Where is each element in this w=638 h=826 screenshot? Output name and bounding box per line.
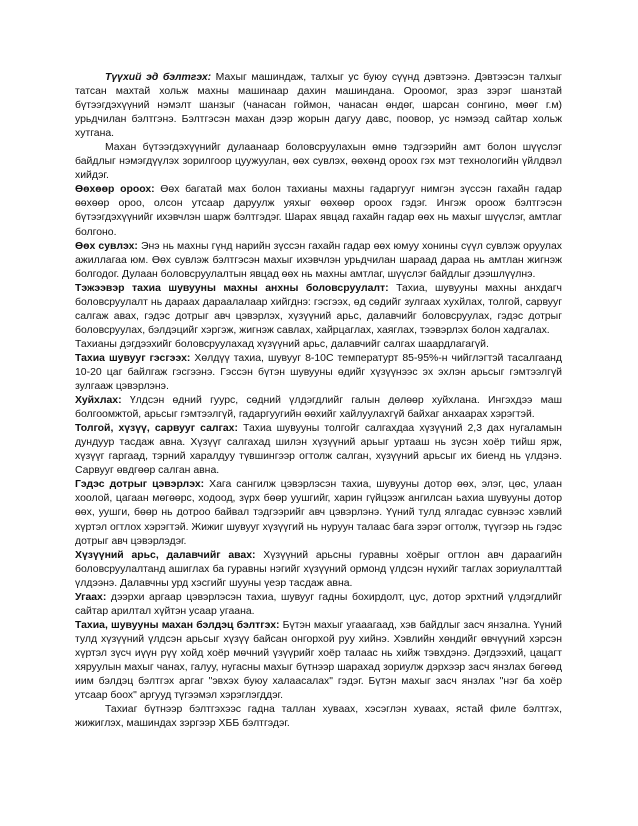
- paragraph: [75, 478, 562, 548]
- paragraph: [75, 141, 562, 183]
- paragraph-heading: Хүзүүний арьс, далавчийг авах:: [75, 549, 256, 561]
- paragraph-text: Тахиа, шувууны махны анхдагч боловсруулалт нь дараах дараалалаар хийгднэ: гэсгээх, өд сөдийг зулгаах хухйлах, толгой, сарвууг салгаж авах, гэдэс дотрыг авч цэвэрлэх, хүзүүний арьс, далавчийг боловсруулах, гэдэс дотрыг боловсруулах, бэлдэцийг хэргэж, жигнэж савлах, хайрцаглах, хаяглах, тээвэрлэх болон хадгалах.: [75, 282, 562, 336]
- paragraph: [75, 240, 562, 282]
- paragraph-heading: Тахиа шувууг гэсгээх:: [75, 352, 191, 364]
- document-page: [75, 71, 562, 731]
- paragraph-text: Хага сангилж цэвэрлэсэн тахиа, шувууны дотор өөх, элэг, цөс, улаан хоолой, цагаан мөгөөрс, ходоод, зүрх бөөр уушгийг, харин гүйцээж ангилсан ьахиа шувууны дотор өөх, уушги, бөөр нь дотроо байвал тэдгээрийг авч цэвэрлэнэ. Үүний тулд ялгадас сувнээс хэвлий хүртэл огтлох хэрэгтэй. Жижиг шувууг хүзүүгий нь нуруун талаас бага зэрэг огтолж, түүгээр нь гэдэс дотрыг авч цэвэрлэдэг.: [75, 479, 562, 547]
- paragraph-heading: Түүхий эд бэлтгэх:: [105, 72, 212, 83]
- paragraph-text: Тахиа шувууны толгойг салгахдаа хүзүүний 2,3 дах нугаламын дундуур тасдаж авна. Хүзүүг салгахад шилэн хүзүүний арьыг уртааш нь зүсэн хоёр тийш ярж, хүзүүг гаргаад, тэрний харалдуу түвшингээр огтолж салган, хүзүүний арьсыг их биенд нь үлдэнэ. Сарвууг өвдгөөр салган авна.: [75, 423, 562, 477]
- paragraph: [75, 703, 562, 731]
- paragraph-text: дээрхи аргаар цэвэрлэсэн тахиа, шувууг гадны бохирдолт, цус, дотор эрхтний үлдэгдлийг сайтар арилтал хүйтэн усаар угаана.: [75, 591, 562, 617]
- paragraph-text: Тахиаг бүтнээр бэлтгэхээс гадна таллан хуваах, хэсэглэн хуваах, ястай филе бэлтгэх, жижиглэх, машиндах зэргээр ХББ бэлтгэдэг.: [75, 704, 562, 730]
- paragraph: [75, 71, 562, 141]
- paragraph: [75, 282, 562, 338]
- paragraph: [75, 591, 562, 619]
- paragraph-heading: Тэжээвэр тахиа шувууны махны анхны боловсруулалт:: [75, 282, 389, 294]
- paragraph: [75, 549, 562, 591]
- paragraph-text: Хүзүүний арьсны гуравны хоёрыг огтлон авч дараагийн боловсруулалтанд ашиглах ба гуравны нэгийг хүзүүний ормонд үлдсэн нүхийг таглах зориулалттай үлдээнэ. Далавчны урд хэсгийг шууны үеэр тасдаж авна.: [75, 549, 562, 589]
- paragraph: [75, 183, 562, 239]
- paragraph: [75, 394, 562, 422]
- paragraph-heading: Толгой, хүзүү, сарвууг салгах:: [75, 423, 238, 435]
- paragraph-heading: Угаах:: [75, 591, 107, 603]
- paragraph: [75, 352, 562, 394]
- paragraph-heading: Тахиа, шувууны махан бэлдэц бэлтгэх:: [75, 619, 280, 631]
- paragraph-text: Тахианы дэгдээхийг боловсруулахад хүзүүний арьс, далавчийг салгах шаардлагагүй.: [75, 338, 489, 350]
- paragraph-text: Бүтэн махыг угааагаад, хэв байдлыг засч янзална. Үүний тулд хүзүүний үлдсэн арьсыг хүзүү байсан онгорхой руу хийнэ. Хэвлийн хөндийг өвчүүний хэрсэн хүртэл зүсч иүүн рүү хойд хоёр мөчний үзүүрийг хоёр талаас нь хийж тэвхдэнэ. Дэгдээхий, цацагт хяруулын махыг чанах, галуу, нугасны махыг бүтнээр шарахад зориулж дэрхээр засч янзлах бөгөөд иим бэлдэц бэлтгэх аргаг "эвхэх буюу халаасалах" гэдэг. Бүтэн махыг засч янзлах "нэг ба хоёр утсаар боох" аргууд түгээмэл хэрэглэгддэг.: [75, 619, 562, 702]
- paragraph-text: Махыг машиндаж, талхыг ус буюу сүүнд дэвтээнэ. Дэвтээсэн талхыг татсан махтай хольж махны машинаар дахин машиндана. Ороомог, зраз зэрэг шанзтай бүтээгдэхүүний нэмэлт шанзыг (чанасан гоймон, чанасан өндөг, шарсан сонгино, мөөг г.м) урьдчилан бэлтгэнэ. Бэлтгэсэн махан дээр жорын дагуу давс, поовор, ус нэмээд сайтар хольж хутгана.: [75, 72, 562, 140]
- paragraph: [75, 422, 562, 478]
- paragraph-text: Үлдсэн өдний гуурс, сөдний үлдэгдлийг галын дөлөөр хуйхлана. Ингэхдээ маш болгоомжтой, арьсыг гэмтээлгүй, гадаргуугийн өөхийг хайлуулахгүй байхаг анхаарах хэрэгтэй.: [75, 395, 562, 421]
- paragraph-heading: Өөх сувлэх:: [75, 240, 138, 252]
- paragraph: [75, 338, 562, 352]
- paragraph-text: Өөх багатай мах болон тахианы махны гадаргууг нимгэн зүссэн гахайн гадар өөхөөр ороо, олсон утсаар даруулж уяхыг өөхөөр ороох гэдэг. Ингэж ороож бэлтгэсэн бүтээгдэхүүнийг ихэвчлэн шарж бэлтгэдэг. Шарах явцад гахайн гадар өөх нь махыг шүүслэг, амтлаг болгоно.: [75, 184, 562, 238]
- paragraph-text: Энэ нь махны гүнд нарийн зүссэн гахайн гадар өөх юмуу хонины сүүл сувлэж оруулах ажиллагаа юм. Өөх сувлэж бэлтгэсэн махыг ихэвчлэн урьдчилан шараад дараа нь амтлан жигнэж болгодог. Дулаан боловсруулалтын явцад өөх нь махны амтлаг, шүүслэг байдлыг дээшлүүлнэ.: [75, 240, 562, 280]
- paragraph-text: Махан бүтээгдэхүүнийг дулаанаар боловсруулахын өмнө тэдгээрийн амт болон шүүслэг байдлыг нэмэгдүүлэх зорилгоор цуужуулан, өөх сувлэх, өөхөнд ороох гэх мэт технологийн үйлдвэл хийдэг.: [75, 142, 562, 182]
- paragraph-heading: Өөхөөр ороох:: [75, 184, 155, 196]
- paragraph-heading: Гэдэс дотрыг цэвэрлэх:: [75, 479, 205, 491]
- paragraph-heading: Хуйхлах:: [75, 395, 122, 407]
- paragraph-text: Хөлдүү тахиа, шувууг 8-10С температурт 85-95%-н чийглэгтэй тасалгаанд 10-20 цаг байлгаж гэсгээнэ. Гэссэн бүтэн шувууны өдийг хүзүүнээс эх эхлэн арьсыг гэмтээлгүй зулгааж цэвэрлэнэ.: [75, 352, 562, 393]
- paragraph: [75, 619, 562, 703]
